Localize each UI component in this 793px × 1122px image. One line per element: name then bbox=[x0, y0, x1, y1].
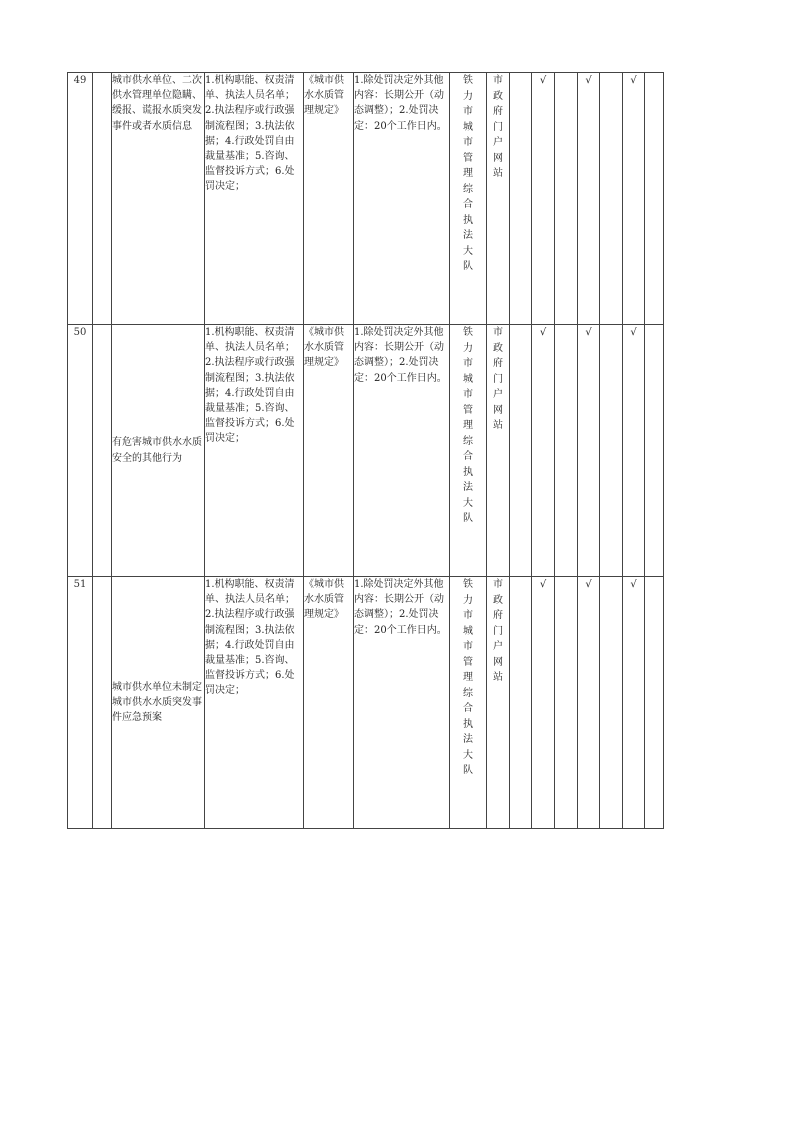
disclosure-item: 城市供水单位、二次供水管理单位隐瞒、缓报、谎报水质突发事件或者水质信息 bbox=[112, 73, 205, 325]
disclosure-period: 1.除处罚决定外其他内容：长期公开（动态调整）；2.处罚决定：20个工作日内。 bbox=[354, 73, 450, 325]
check-cell: √ bbox=[578, 577, 600, 829]
disclosure-subject: 铁力市城市管理综合执法大队 bbox=[450, 73, 487, 325]
check-cell: √ bbox=[532, 577, 555, 829]
check-cell bbox=[645, 73, 664, 325]
disclosure-period: 1.除处罚决定外其他内容：长期公开（动态调整）；2.处罚决定：20个工作日内。 bbox=[354, 577, 450, 829]
disclosure-content: 1.机构职能、权责清单、执法人员名单；2.执法程序或行政强制流程图；3.执法依据；4.行政处罚自由裁量基准；5.咨询、监督投诉方式；6.处罚决定； bbox=[205, 73, 304, 325]
spacer-cell bbox=[93, 325, 112, 577]
row-number: 51 bbox=[68, 577, 93, 829]
check-cell bbox=[510, 325, 532, 577]
disclosure-channel: 市政府门户网站 bbox=[487, 325, 510, 577]
check-cell bbox=[510, 73, 532, 325]
disclosure-basis: 《城市供水水质管理规定》 bbox=[304, 73, 354, 325]
check-cell bbox=[645, 577, 664, 829]
disclosure-item: 城市供水单位未制定城市供水水质突发事件应急预案 bbox=[112, 577, 205, 829]
row-number: 50 bbox=[68, 325, 93, 577]
check-cell: √ bbox=[623, 325, 645, 577]
table-row bbox=[68, 325, 664, 577]
check-cell bbox=[645, 325, 664, 577]
disclosure-period: 1.除处罚决定外其他内容：长期公开（动态调整）；2.处罚决定：20个工作日内。 bbox=[354, 325, 450, 577]
table-row bbox=[68, 577, 664, 829]
disclosure-subject: 铁力市城市管理综合执法大队 bbox=[450, 577, 487, 829]
disclosure-channel: 市政府门户网站 bbox=[487, 73, 510, 325]
check-cell bbox=[555, 577, 578, 829]
check-cell bbox=[555, 73, 578, 325]
disclosure-subject: 铁力市城市管理综合执法大队 bbox=[450, 325, 487, 577]
disclosure-basis: 《城市供水水质管理规定》 bbox=[304, 577, 354, 829]
disclosure-content: 1.机构职能、权责清单、执法人员名单；2.执法程序或行政强制流程图；3.执法依据；4.行政处罚自由裁量基准；5.咨询、监督投诉方式；6.处罚决定； bbox=[205, 577, 304, 829]
check-cell: √ bbox=[623, 577, 645, 829]
disclosure-table bbox=[67, 72, 664, 829]
disclosure-basis: 《城市供水水质管理规定》 bbox=[304, 325, 354, 577]
check-cell: √ bbox=[578, 325, 600, 577]
check-cell: √ bbox=[532, 325, 555, 577]
check-cell bbox=[600, 73, 623, 325]
check-cell: √ bbox=[532, 73, 555, 325]
disclosure-channel: 市政府门户网站 bbox=[487, 577, 510, 829]
check-cell: √ bbox=[623, 73, 645, 325]
spacer-cell bbox=[93, 577, 112, 829]
check-cell bbox=[510, 577, 532, 829]
check-cell bbox=[600, 325, 623, 577]
disclosure-content: 1.机构职能、权责清单、执法人员名单；2.执法程序或行政强制流程图；3.执法依据；4.行政处罚自由裁量基准；5.咨询、监督投诉方式；6.处罚决定； bbox=[205, 325, 304, 577]
disclosure-item: 有危害城市供水水质安全的其他行为 bbox=[112, 325, 205, 577]
table-row bbox=[68, 73, 664, 325]
row-number: 49 bbox=[68, 73, 93, 325]
check-cell bbox=[555, 325, 578, 577]
check-cell: √ bbox=[578, 73, 600, 325]
check-cell bbox=[600, 577, 623, 829]
spacer-cell bbox=[93, 73, 112, 325]
